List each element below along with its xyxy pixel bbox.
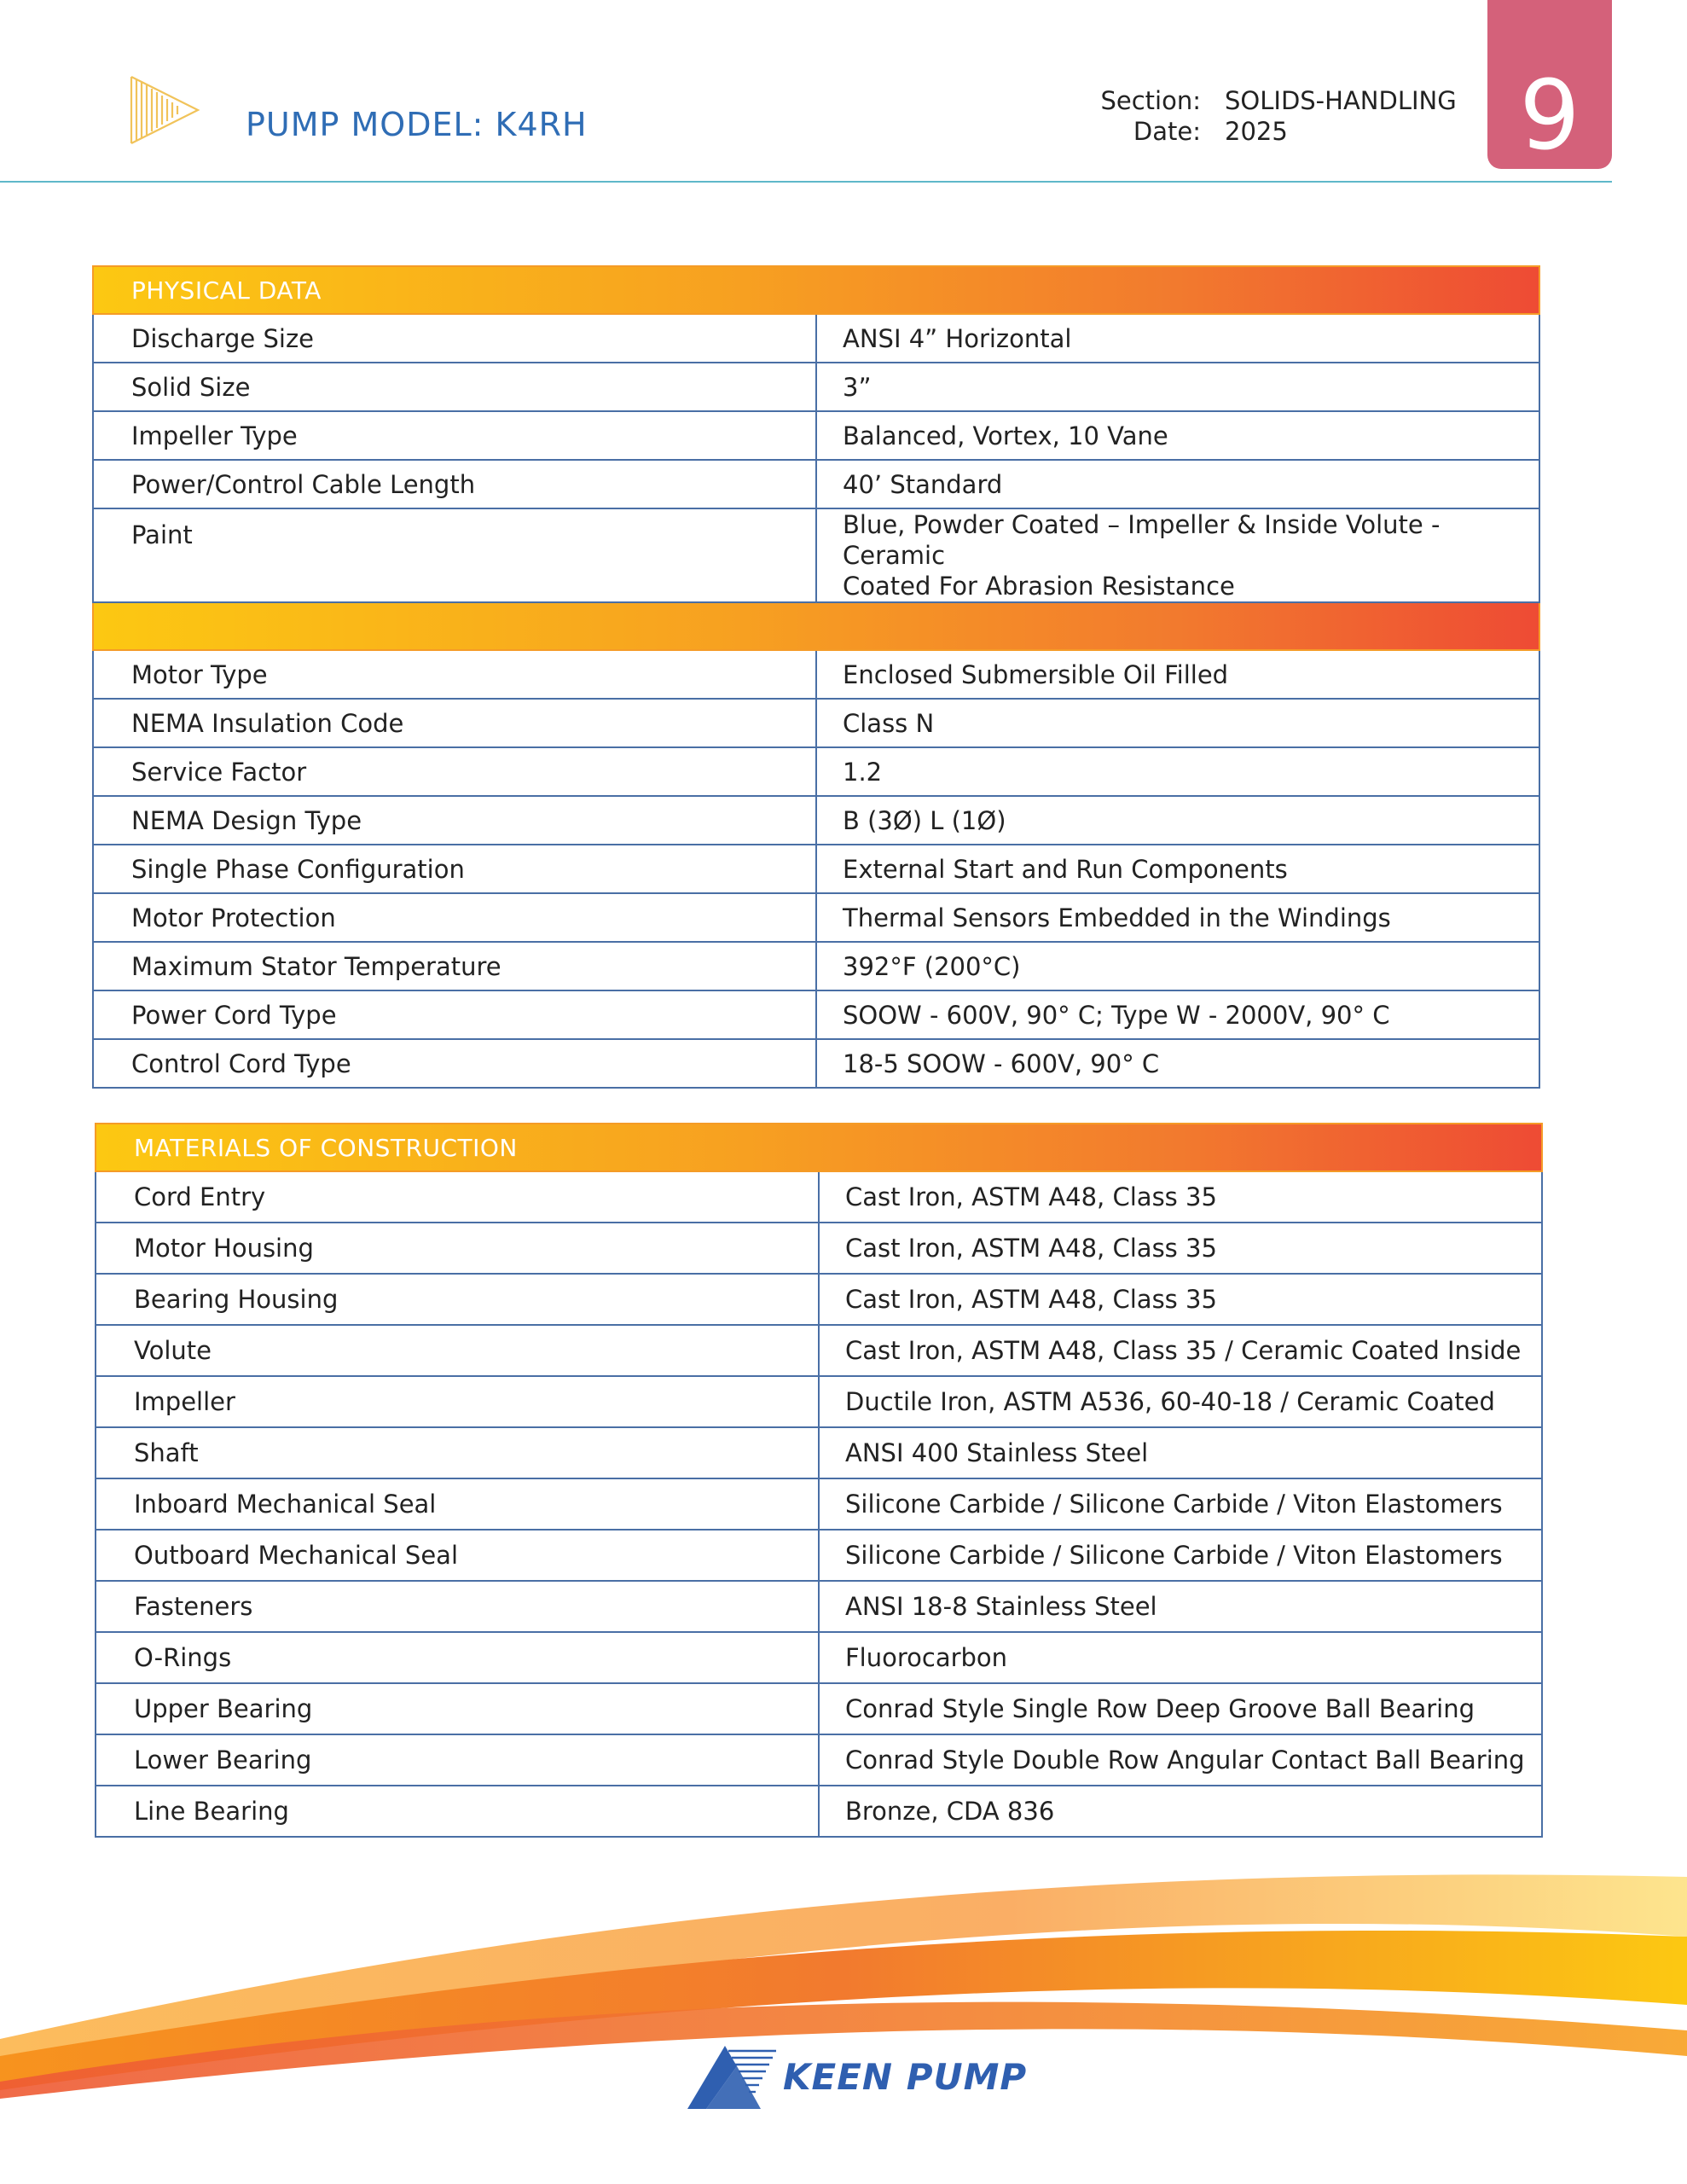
motor-data-title (93, 602, 1539, 650)
table-row (96, 1632, 1542, 1683)
table-row (96, 1325, 1542, 1376)
row-label: Line Bearing (96, 1786, 819, 1837)
row-label: Impeller (96, 1376, 819, 1427)
row-label: Bearing Housing (96, 1274, 819, 1325)
row-value: Conrad Style Single Row Deep Groove Ball Bearing (819, 1683, 1542, 1734)
table-row (96, 1376, 1542, 1427)
table-row (93, 893, 1539, 942)
table-row (96, 1223, 1542, 1274)
materials-header (96, 1124, 1542, 1171)
table-row (93, 508, 1539, 602)
table-row (96, 1734, 1542, 1786)
row-label: O-Rings (96, 1632, 819, 1683)
date-label: Date: (1133, 117, 1201, 146)
row-value: ANSI 18-8 Stainless Steel (819, 1581, 1542, 1632)
motor-data-header (93, 602, 1539, 650)
row-value: 3” (816, 363, 1539, 411)
table-row (93, 796, 1539, 845)
row-label: Control Cord Type (93, 1039, 816, 1088)
row-value: Balanced, Vortex, 10 Vane (816, 411, 1539, 460)
row-value: External Start and Run Components (816, 845, 1539, 893)
table-row (96, 1683, 1542, 1734)
row-value: B (3Ø) L (1Ø) (816, 796, 1539, 845)
meta-values (1225, 85, 1457, 147)
row-label: Motor Type (93, 650, 816, 699)
table-row (93, 650, 1539, 699)
row-label: NEMA Insulation Code (93, 699, 816, 747)
row-label: Fasteners (96, 1581, 819, 1632)
row-label: Upper Bearing (96, 1683, 819, 1734)
row-value: Ductile Iron, ASTM A536, 60-40-18 / Ceramic Coated (819, 1376, 1542, 1427)
row-label: Discharge Size (93, 314, 816, 363)
section-value: SOLIDS-HANDLING (1225, 86, 1457, 115)
table-row (93, 460, 1539, 508)
row-label: Volute (96, 1325, 819, 1376)
brand-name: KEEN PUMP (783, 2056, 1028, 2098)
row-value: Conrad Style Double Row Angular Contact Ball Bearing (819, 1734, 1542, 1786)
table-row (96, 1581, 1542, 1632)
physical-data-title: PHYSICAL DATA (93, 266, 1539, 314)
table-row (93, 411, 1539, 460)
row-value: Silicone Carbide / Silicone Carbide / Viton Elastomers (819, 1530, 1542, 1581)
table-row (93, 1039, 1539, 1088)
row-value: Thermal Sensors Embedded in the Windings (816, 893, 1539, 942)
row-value: Cast Iron, ASTM A48, Class 35 (819, 1223, 1542, 1274)
row-value: 1.2 (816, 747, 1539, 796)
section-number: 9 (1519, 61, 1580, 171)
table-row (93, 699, 1539, 747)
row-label: Motor Housing (96, 1223, 819, 1274)
keen-pump-triangle-icon (687, 2046, 776, 2109)
row-value (816, 508, 1539, 602)
table-row (96, 1530, 1542, 1581)
date-value: 2025 (1225, 117, 1288, 146)
row-value: Silicone Carbide / Silicone Carbide / Viton Elastomers (819, 1478, 1542, 1530)
row-label: NEMA Design Type (93, 796, 816, 845)
header-divider (0, 181, 1612, 183)
table-row (93, 363, 1539, 411)
row-value: Class N (816, 699, 1539, 747)
table-row (93, 942, 1539, 990)
row-value: Fluorocarbon (819, 1632, 1542, 1683)
row-label: Power/Control Cable Length (93, 460, 816, 508)
row-value: Cast Iron, ASTM A48, Class 35 (819, 1274, 1542, 1325)
materials-title: MATERIALS OF CONSTRUCTION (96, 1124, 1542, 1171)
row-label: Inboard Mechanical Seal (96, 1478, 819, 1530)
striped-triangle-icon (128, 73, 201, 147)
row-label: Motor Protection (93, 893, 816, 942)
table-row (93, 990, 1539, 1039)
meta-labels (1100, 85, 1201, 147)
table-row (93, 747, 1539, 796)
table-row (96, 1427, 1542, 1478)
row-value: Bronze, CDA 836 (819, 1786, 1542, 1837)
row-label: Power Cord Type (93, 990, 816, 1039)
row-value: 18-5 SOOW - 600V, 90° C (816, 1039, 1539, 1088)
row-label: Shaft (96, 1427, 819, 1478)
row-value: Enclosed Submersible Oil Filled (816, 650, 1539, 699)
row-label: Outboard Mechanical Seal (96, 1530, 819, 1581)
row-label: Solid Size (93, 363, 816, 411)
row-value: 392°F (200°C) (816, 942, 1539, 990)
section-number-tab (1487, 0, 1612, 169)
row-label: Single Phase Configuration (93, 845, 816, 893)
page-title: PUMP MODEL: K4RH (246, 106, 588, 143)
table-row (96, 1786, 1542, 1837)
table-row (93, 314, 1539, 363)
row-value-line-1: Blue, Powder Coated – Impeller & Inside Volute - Ceramic (843, 510, 1441, 570)
materials-table (95, 1123, 1543, 1838)
row-value-line-2: Coated For Abrasion Resistance (843, 572, 1235, 601)
table-row (96, 1171, 1542, 1223)
section-label: Section: (1100, 86, 1201, 115)
table-row (96, 1478, 1542, 1530)
row-value: ANSI 4” Horizontal (816, 314, 1539, 363)
row-value: 40’ Standard (816, 460, 1539, 508)
row-value: Cast Iron, ASTM A48, Class 35 / Ceramic Coated Inside (819, 1325, 1542, 1376)
row-label: Service Factor (93, 747, 816, 796)
table-row (96, 1274, 1542, 1325)
row-value: Cast Iron, ASTM A48, Class 35 (819, 1171, 1542, 1223)
row-value: ANSI 400 Stainless Steel (819, 1427, 1542, 1478)
row-value: SOOW - 600V, 90° C; Type W - 2000V, 90° C (816, 990, 1539, 1039)
row-label: Paint (93, 508, 816, 602)
physical-motor-table (92, 265, 1540, 1089)
physical-data-header (93, 266, 1539, 314)
row-label: Impeller Type (93, 411, 816, 460)
row-label: Lower Bearing (96, 1734, 819, 1786)
row-label: Maximum Stator Temperature (93, 942, 816, 990)
row-label: Cord Entry (96, 1171, 819, 1223)
table-row (93, 845, 1539, 893)
